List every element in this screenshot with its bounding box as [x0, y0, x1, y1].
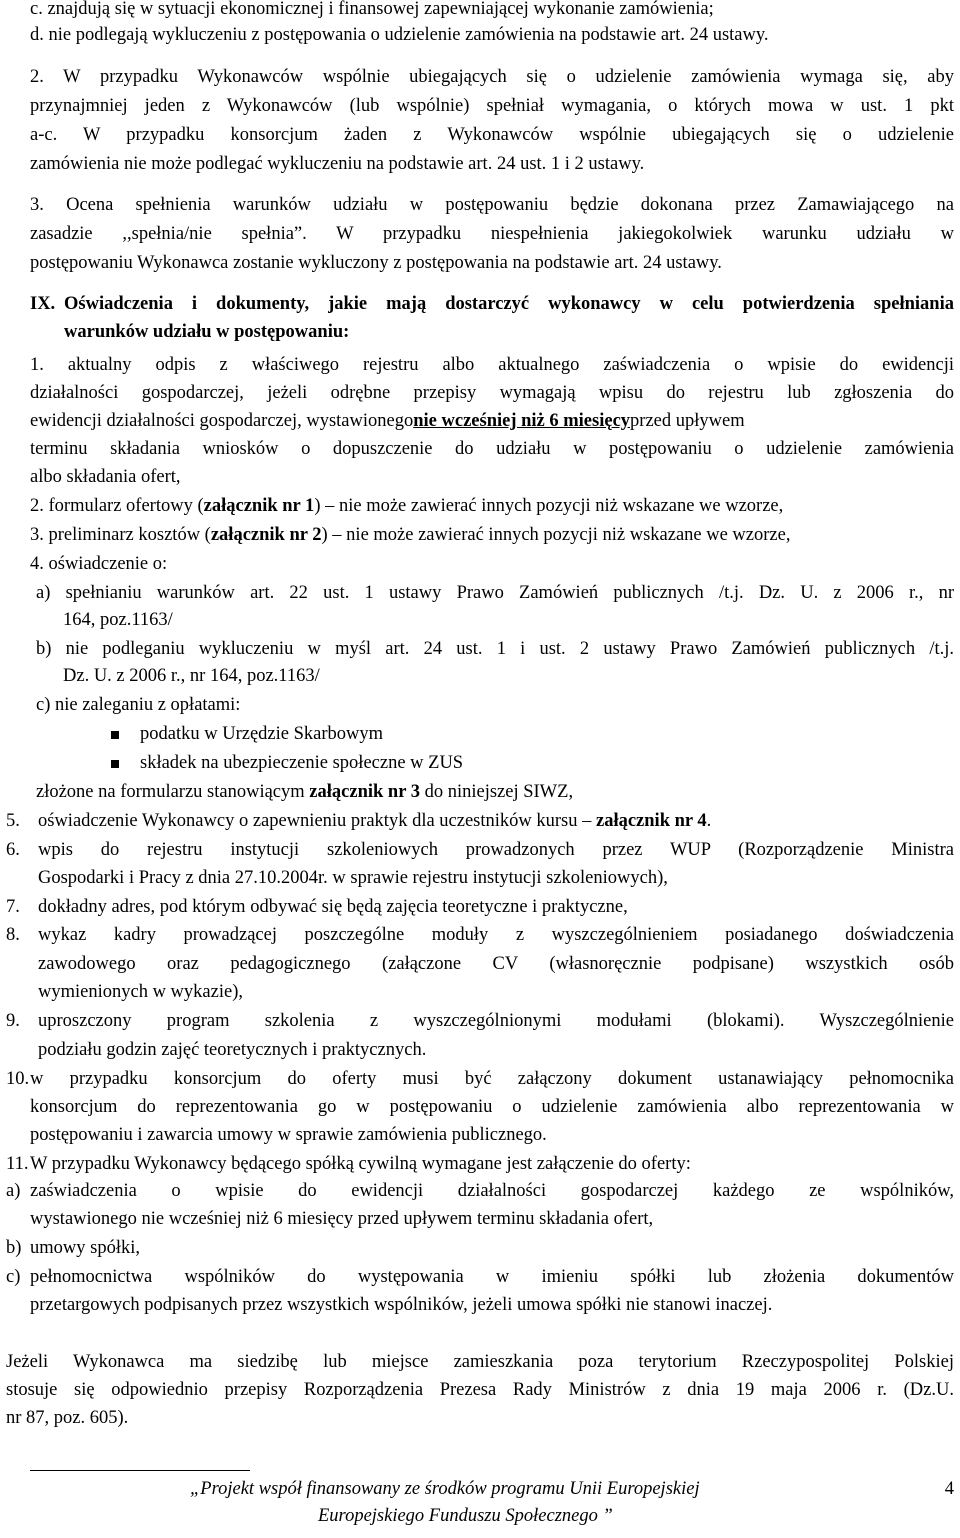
item11-line1: W przypadku Wykonawcy będącego spółką cywilną wymagane jest załączenie do oferty:	[30, 1154, 691, 1174]
item1-line3	[30, 408, 954, 435]
closing-line1: Jeżeli Wykonawca ma siedzibę lub miejsce zamieszkania poza terytorium Rzeczypospolitej Polskiej	[6, 1352, 954, 1372]
footer-rule	[30, 1470, 250, 1471]
item7-number: 7.	[6, 897, 20, 917]
item2-attachment: załącznik nr 1	[203, 496, 315, 516]
item10-line2: konsorcjum do reprezentowania go w postępowaniu o udzielenie zamówienia albo reprezentowania w	[30, 1097, 954, 1117]
para3-line1: 3. Ocena spełnienia warunków udziału w postępowaniu będzie dokonana przez Zamawiającego na	[30, 195, 954, 215]
para2-line3: a-c. W przypadku konsorcjum żaden z Wykonawców wspólnie ubiegających się o udzielenie	[30, 125, 954, 145]
square-bullet-icon	[111, 731, 119, 739]
item11-a-line2: wystawionego nie wcześniej niż 6 miesięcy przed upływem terminu składania ofert,	[30, 1209, 654, 1229]
item1-line3-post: przed upływem	[630, 411, 745, 431]
item10-number: 10.	[6, 1069, 30, 1089]
item11-c-label: c)	[6, 1267, 21, 1287]
item3	[30, 522, 960, 549]
item4-note-attachment: załącznik nr 3	[309, 782, 420, 802]
item5-pre: oświadczenie Wykonawcy o zapewnieniu praktyk dla uczestników kursu –	[38, 811, 596, 831]
item3-pre: 3. preliminarz kosztów (	[30, 525, 211, 545]
item4-b-line2: Dz. U. z 2006 r., nr 164, poz.1163/	[63, 666, 320, 686]
item4-note	[36, 779, 960, 806]
item9-line2: podziału godzin zajęć teoretycznych i praktycznych.	[38, 1040, 427, 1060]
item8-line1: wykaz kadry prowadzącej poszczególne moduły z wyszczególnieniem posiadanego doświadczenia	[38, 925, 954, 945]
page-number: 4	[944, 1479, 954, 1499]
item1-line1: 1. aktualny odpis z właściwego rejestru albo aktualnego zaświadczenia o wpisie do ewidencji	[30, 355, 954, 375]
item5-number: 5.	[6, 811, 20, 831]
para3-line3: postępowaniu Wykonawca zostanie wykluczony z postępowania na podstawie art. 24 ustawy.	[30, 253, 722, 273]
item7-line1: dokładny adres, pod którym odbywać się będą zajęcia teoretyczne i praktyczne,	[38, 897, 628, 917]
para2-line1: 2. W przypadku Wykonawców wspólnie ubiegających się o udzielenie zamówienia wymaga się, aby	[30, 67, 954, 87]
item8-number: 8.	[6, 925, 20, 945]
item5-post: .	[706, 811, 712, 831]
item8-line2: zawodowego oraz pedagogicznego (załączone CV (własnoręcznie podpisane) wszystkich osób	[38, 954, 954, 974]
item11-b-line1: umowy spółki,	[30, 1238, 140, 1258]
closing-line3: nr 87, poz. 605).	[6, 1408, 129, 1428]
item4-note-post: do niniejszej SIWZ,	[419, 782, 574, 802]
para3-line2: zasadzie ,,spełnia/nie spełnia”. W przypadku niespełnienia jakiegokolwiek warunku udziału w	[30, 224, 954, 244]
item11-a-line1: zaświadczenia o wpisie do ewidencji działalności gospodarczej każdego ze wspólników,	[30, 1181, 954, 1201]
item2-pre: 2. formularz ofertowy (	[30, 496, 204, 516]
item1-line2: działalności gospodarczej, jeżeli odrębne przepisy wymagają wpisu do rejestru lub zgłoszenia do	[30, 383, 954, 403]
item10-line1: w przypadku konsorcjum do oferty musi być załączony dokument ustanawiający pełnomocnika	[30, 1069, 954, 1089]
item9-line1: uproszczony program szkolenia z wyszczególnionymi modułami (blokami). Wyszczególnienie	[38, 1011, 954, 1031]
item1-line5: albo składania ofert,	[30, 467, 181, 487]
footer-line2: Europejskiego Funduszu Społecznego ”	[318, 1506, 613, 1526]
condition-d: d. nie podlegają wykluczeniu z postępowania o udzielenie zamówienia na podstawie art. 24 ustawy.	[30, 25, 769, 45]
item4-heading: 4. oświadczenie o:	[30, 554, 168, 574]
item5-attachment: załącznik nr 4	[596, 811, 707, 831]
item4-bullet1: podatku w Urzędzie Skarbowym	[140, 724, 384, 744]
item11-b-label: b)	[6, 1238, 22, 1258]
item3-post: ) – nie może zawierać innych pozycji niż wskazane we wzorze,	[321, 525, 791, 545]
item10-line3: postępowaniu i zawarcia umowy w sprawie zamówienia publicznego.	[30, 1125, 547, 1145]
section-title-line1: Oświadczenia i dokumenty, jakie mają dostarczyć wykonawcy w celu potwierdzenia spełniania	[64, 294, 954, 314]
para2-line4: zamówienia nie może podlegać wykluczeniu na podstawie art. 24 ust. 1 i 2 ustawy.	[30, 154, 645, 174]
section-title-line2: warunków udziału w postępowaniu:	[64, 322, 350, 342]
item11-c-line2: przetargowych podpisanych przez wszystkich wspólników, jeżeli umowa spółki nie stanowi inaczej.	[30, 1295, 773, 1315]
item4-bullet2: składek na ubezpieczenie społeczne w ZUS	[140, 753, 464, 773]
item2	[30, 493, 960, 520]
para2-line2: przynajmniej jeden z Wykonawców (lub wspólnie) spełniał wymagania, o których mowa w ust. 1 pkt	[30, 96, 954, 116]
item1-deadline-emphasis: nie wcześniej niż 6 miesięcy	[413, 411, 631, 431]
item6-line1: wpis do rejestru instytucji szkoleniowych prowadzonych przez WUP (Rozporządzenie Ministra	[38, 840, 954, 860]
item5-text	[38, 808, 960, 835]
item11-c-line1: pełnomocnictwa wspólników do występowania w imieniu spółki lub złożenia dokumentów	[30, 1267, 954, 1287]
item2-post: ) – nie może zawierać innych pozycji niż wskazane we wzorze,	[314, 496, 784, 516]
item4-a-line2: 164, poz.1163/	[63, 610, 173, 630]
condition-c: c. znajdują się w sytuacji ekonomicznej i finansowej zapewniającej wykonanie zamówienia;	[30, 0, 714, 19]
item4-note-pre: złożone na formularzu stanowiącym	[36, 782, 310, 802]
item11-number: 11.	[6, 1154, 29, 1174]
closing-line2: stosuje się odpowiednio przepisy Rozporządzenia Prezesa Rady Ministrów z dnia 19 maja 2006 r. (Dz.U.	[6, 1380, 954, 1400]
item8-line3: wymienionych w wykazie),	[38, 982, 243, 1002]
item1-line3-pre: ewidencji działalności gospodarczej, wystawionego	[30, 411, 414, 431]
item6-line2: Gospodarki i Pracy z dnia 27.10.2004r. w sprawie rejestru instytucji szkoleniowych),	[38, 868, 668, 888]
item3-attachment: załącznik nr 2	[210, 525, 322, 545]
item11-a-label: a)	[6, 1181, 21, 1201]
item4-a-line1: a) spełnianiu warunków art. 22 ust. 1 ustawy Prawo Zamówień publicznych /t.j. Dz. U. z 2006 r., nr	[36, 583, 954, 603]
item4-c-line1: c) nie zaleganiu z opłatami:	[36, 695, 241, 715]
item6-number: 6.	[6, 840, 20, 860]
section-number: IX.	[30, 294, 56, 314]
item9-number: 9.	[6, 1011, 20, 1031]
item1-line4: terminu składania wniosków o dopuszczenie do udziału w postępowaniu o udzielenie zamówienia	[30, 439, 954, 459]
item4-b-line1: b) nie podleganiu wykluczeniu w myśl art. 24 ust. 1 i ust. 2 ustawy Prawo Zamówień publicznych /t.j.	[36, 639, 954, 659]
footer-line1: „Projekt współ finansowany ze środków programu Unii Europejskiej	[190, 1479, 700, 1499]
square-bullet-icon	[111, 760, 119, 768]
